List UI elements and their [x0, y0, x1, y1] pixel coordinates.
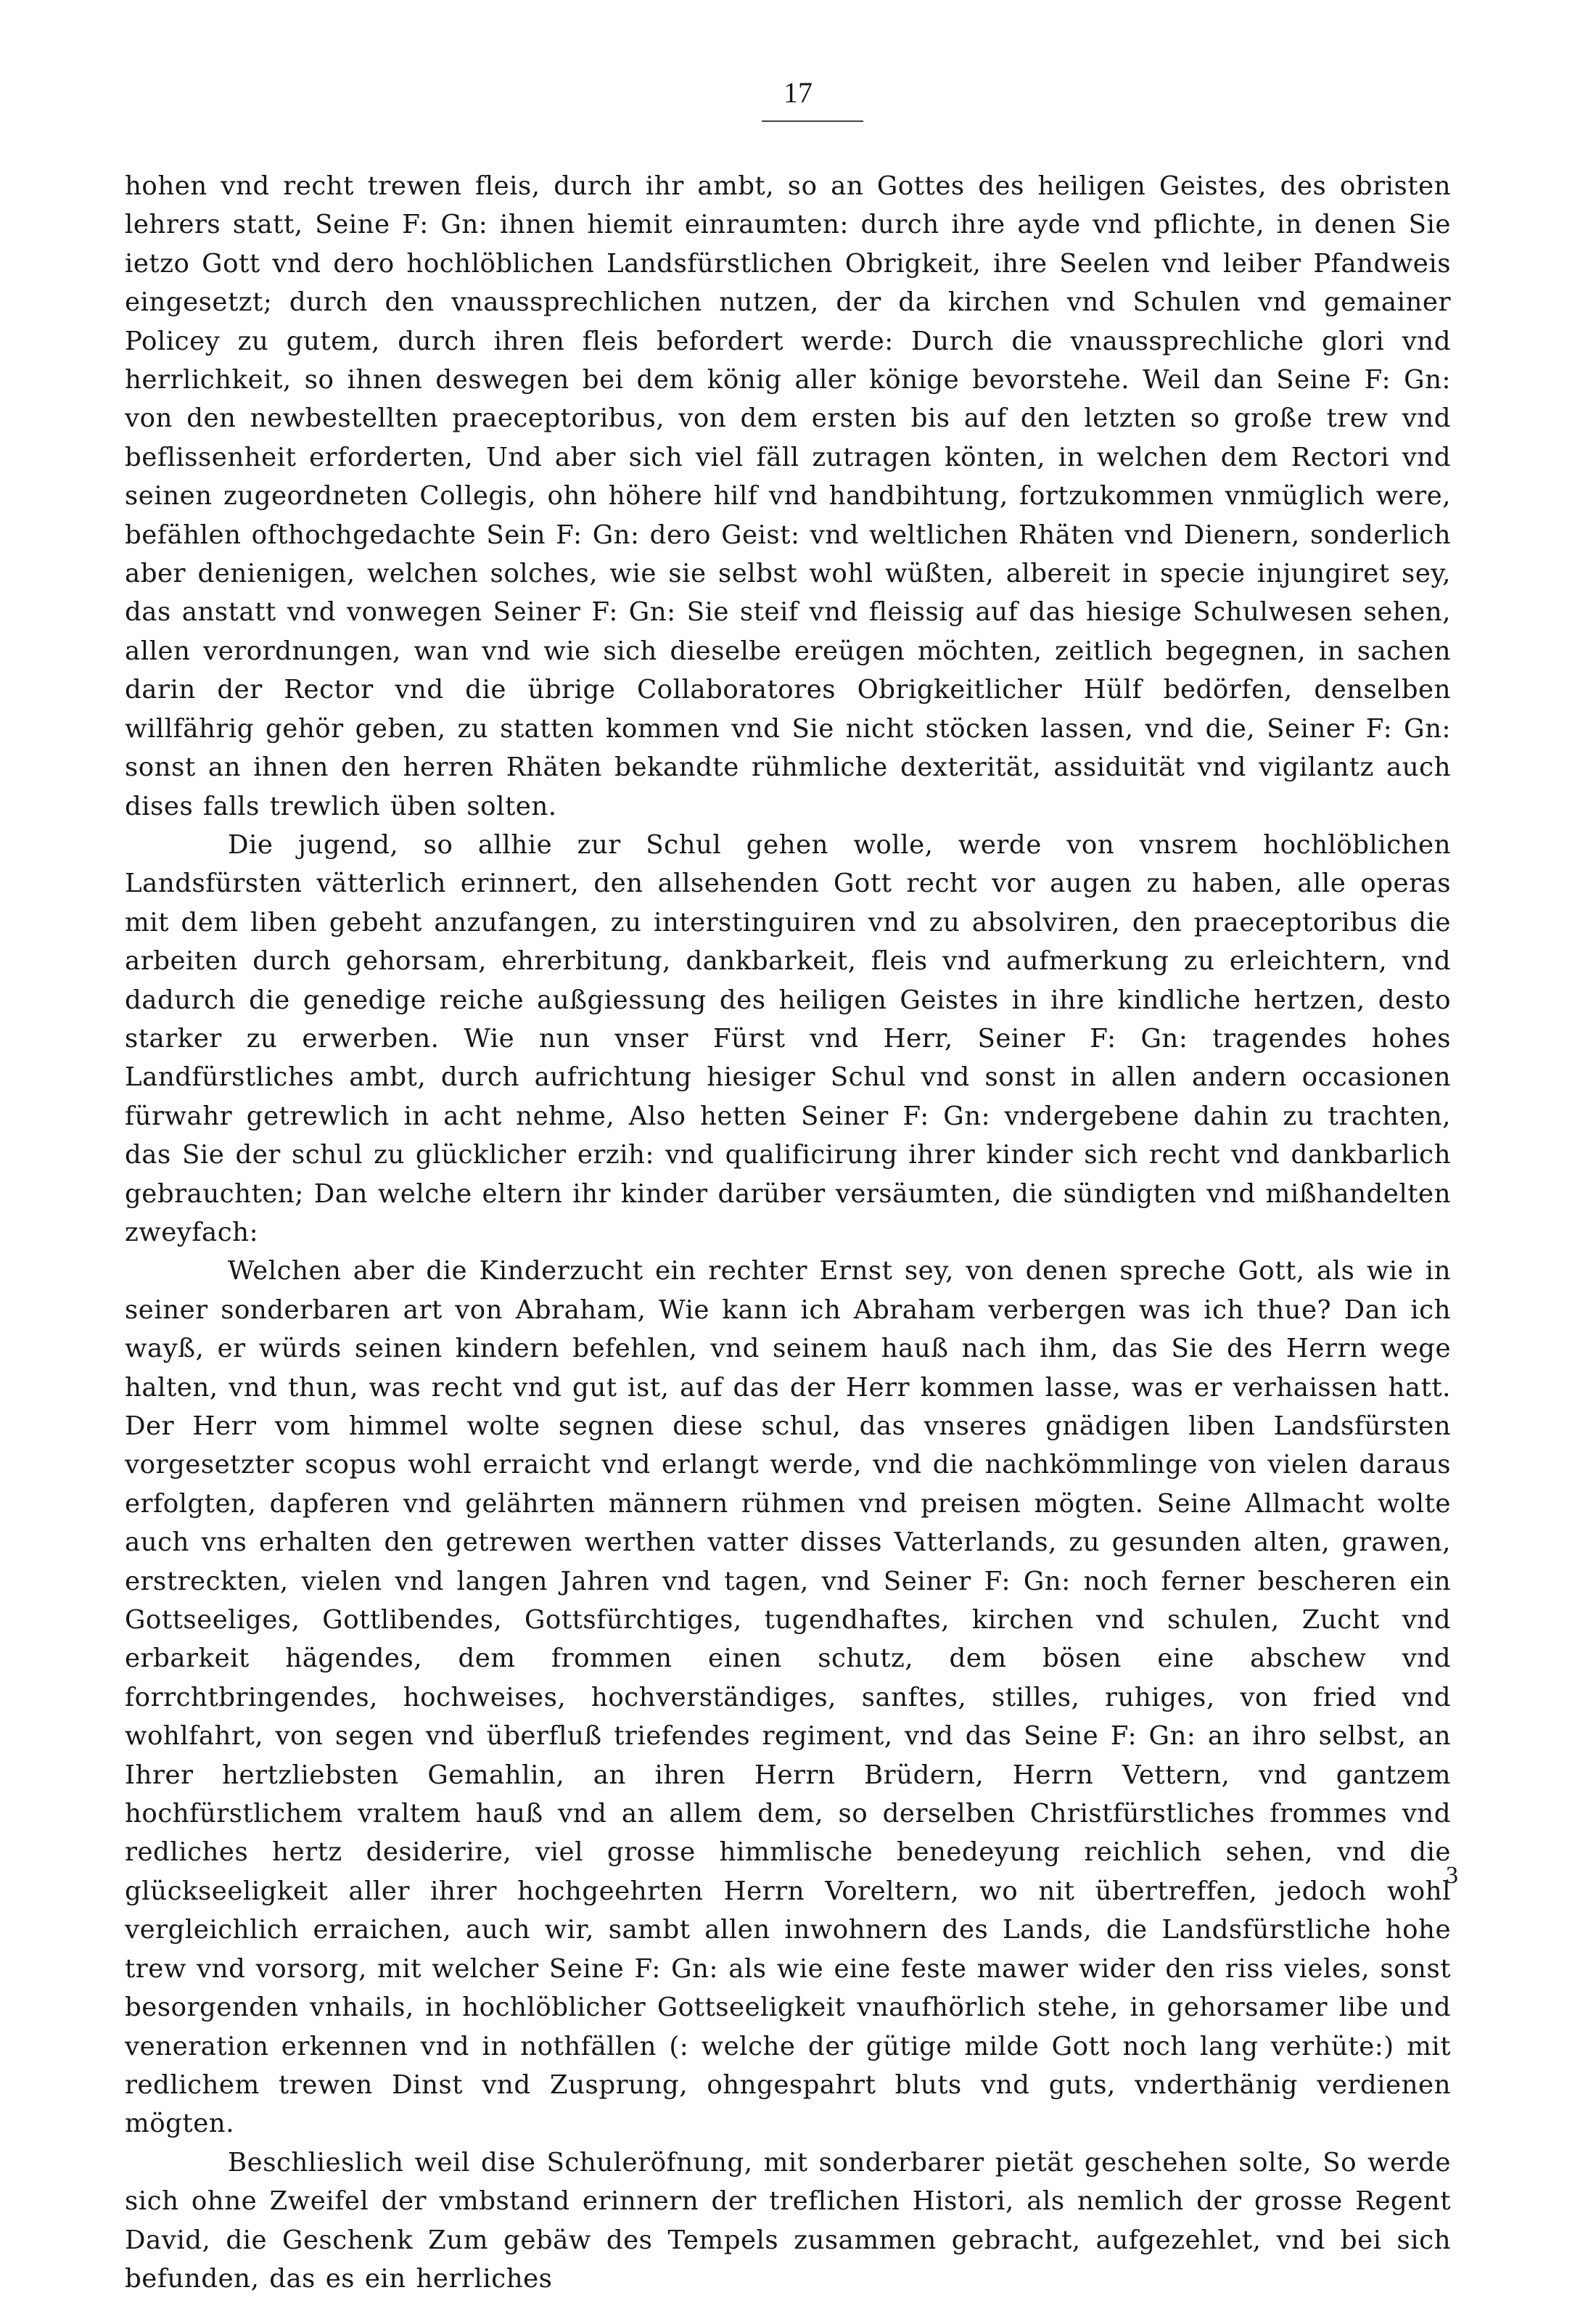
page-number: 17 [783, 76, 813, 109]
body-text [125, 167, 1451, 2298]
paragraph: Die jugend, so allhie zur Schul gehen wolle, werde von vnsrem hochlöblichen Landsfürsten vätterlich erinnert, den allsehenden Gott recht vor augen zu haben, alle operas mit dem liben gebeht anzufangen, zu interstinguiren vnd zu absolviren, den praeceptoribus die arbeiten durch gehorsam, ehrerbitung, dankbarkeit, fleis vnd aufmerkung zu erleichtern, vnd dadurch die genedige reiche außgiessung des heiligen Geistes in ihre kindliche hertzen, desto starker zu erwerben. Wie nun vnser Fürst vnd Herr, Seiner F: Gn: tragendes hohes Landfürstliches ambt, durch aufrichtung hiesiger Schul vnd sonst in allen andern occasionen fürwahr getrewlich in acht nehme, Also hetten Seiner F: Gn: vndergebene dahin zu trachten, das Sie der schul zu glücklicher erzih: vnd qualificirung ihrer kinder sich recht vnd dankbarlich gebrauchten; Dan welche eltern ihr kinder darüber versäumten, die sündigten vnd mißhandelten zweyfach: [125, 829, 1451, 1247]
paragraph: hohen vnd recht trewen fleis, durch ihr ambt, so an Gottes des heiligen Geistes, des obristen lehrers statt, Seine F: Gn: ihnen hiemit einraumten: durch ihre ayde vnd pflichte, in denen Sie ietzo Gott vnd dero hochlöblichen Landsfürstlichen Obrigkeit, ihre Seelen vnd leiber Pfandweis eingesetzt; durch den vnaussprechlichen nutzen, der da kirchen vnd Schulen vnd gemainer Policey zu gutem, durch ihren fleis befordert werde: Durch die vnaussprechliche glori vnd herrlichkeit, so ihnen deswegen bei dem könig aller könige bevorstehe. Weil dan Seine F: Gn: von den newbestellten praeceptoribus, von dem ersten bis auf den letzten so große trew vnd beflissenheit erforderten, Und aber sich viel fäll zutragen könten, in welchen dem Rectori vnd seinen zugeordneten Collegis, ohn höhere hilf vnd handbihtung, fortzukommen vnmüglich were, befählen ofthochgedachte Sein F: Gn: dero Geist: vnd weltlichen Rhäten vnd Dienern, sonderlich aber denienigen, welchen solches, wie sie selbst wohl wüßten, albereit in specie injungiret sey, das anstatt vnd vonwegen Seiner F: Gn: Sie steif vnd fleissig auf das hiesige Schulwesen sehen, allen verordnungen, wan vnd wie sich dieselbe ereügen möchten, zeitlich begegnen, in sachen darin der Rector vnd die übrige Collaboratores Obrigkeitlicher Hülf bedörfen, denselben willfährig gehör geben, zu statten kommen vnd Sie nicht stöcken lassen, vnd die, Seiner F: Gn: sonst an ihnen den herren Rhäten bekandte rühmliche dexterität, assiduität vnd vigilantz auch dises falls trewlich üben solten. [125, 171, 1451, 821]
signature-mark: 3 [1446, 1862, 1458, 1889]
paragraph: Beschlieslich weil dise Schuleröfnung, mit sonderbarer pietät geschehen solte, So werde sich ohne Zweifel der vmbstand erinnern der treflichen Histori, als nemlich der grosse Regent David, die Geschenk Zum gebäw des Tempels zusammen gebracht, aufgezehlet, vnd bei sich befunden, das es ein herrliches [125, 2147, 1451, 2294]
header-rule [762, 120, 863, 122]
paragraph: Welchen aber die Kinderzucht ein rechter Ernst sey, von denen spreche Gott, als wie in seiner sonderbaren art von Abraham, Wie kann ich Abraham verbergen was ich thue? Dan ich wayß, er würds seinen kindern befehlen, vnd seinem hauß nach ihm, das Sie des Herrn wege halten, vnd thun, was recht vnd gut ist, auf das der Herr kommen lasse, was er verhaissen hatt. Der Herr vom himmel wolte segnen diese schul, das vnseres gnädigen liben Landsfürsten vorgesetzter scopus wohl erraicht vnd erlangt werde, vnd die nachkömmlinge von vielen daraus erfolgten, dapferen vnd gelährten männern rühmen vnd preisen mögten. Seine Allmacht wolte auch vns erhalten den getrewen werthen vatter disses Vatterlands, zu gesunden alten, grawen, erstreckten, vielen vnd langen Jahren vnd tagen, vnd Seiner F: Gn: noch ferner bescheren ein Gottseeliges, Gottlibendes, Gottsfürchtiges, tugendhaftes, kirchen vnd schulen, Zucht vnd erbarkeit hägendes, dem frommen einen schutz, dem bösen eine abschew vnd forrchtbringendes, hochweises, hochverständiges, sanftes, stilles, ruhiges, von fried vnd wohlfahrt, von segen vnd überfluß triefendes regiment, vnd das Seine F: Gn: an ihro selbst, an Ihrer hertzliebsten Gemahlin, an ihren Herrn Brüdern, Herrn Vettern, vnd gantzem hochfürstlichem vraltem hauß vnd an allem dem, so derselben Christfürstliches frommes vnd redliches hertz desiderire, viel grosse himmlische benedeyung reichlich sehen, vnd die glückseeligkeit aller ihrer hochgeehrten Herrn Voreltern, wo nit übertreffen, jedoch wohl vergleichlich erraichen, auch wir, sambt allen inwohnern des Lands, die Landsfürstliche hohe trew vnd vorsorg, mit welcher Seine F: Gn: als wie eine feste mawer wider den riss vieles, sonst besorgenden vnhails, in hochlöblicher Gottseeligkeit vnaufhörlich stehe, in gehorsamer libe und veneration erkennen vnd in nothfällen (: welche der gütige milde Gott noch lang verhüte:) mit redlichem trewen Dinst vnd Zusprung, ohngespahrt bluts vnd guts, vnderthänig verdienen mögten. [125, 1256, 1451, 2139]
